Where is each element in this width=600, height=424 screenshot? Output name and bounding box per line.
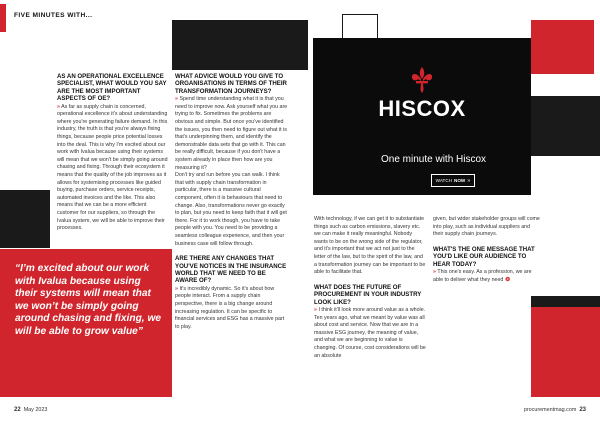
answer-paragraph: » Spend time understanding what it is that you need to improve now. Ask yourself what you are trying to fix. Sometimes the problems are obvious and simple. But once you've identified the issues, you then need to figure out what it is that's underpinning them, and identify the demonstrable data sets that go with it. This can be really difficult, because if you don't have a system already in place then how are you measuring it?	[175, 96, 288, 171]
article-column-1	[57, 73, 168, 233]
watch-now-button[interactable]	[431, 174, 475, 187]
paragraph-marker: »	[57, 103, 60, 110]
paragraph-marker: »	[175, 96, 178, 103]
answer-paragraph: » This one's easy. As a profession, we are able to deliver what they need ❂	[433, 269, 532, 283]
page-number-right: 23	[579, 407, 586, 413]
decor-block-top	[172, 20, 308, 70]
pull-quote-text: “I’m excited about our work with Ivalua because using their systems will mean that we won’t be simply going around chasing and fixing, we will be able to grow value”	[15, 263, 162, 337]
article-column-3	[314, 216, 426, 360]
question-heading: WHAT'S THE ONE MESSAGE THAT YOU'D LIKE OUR AUDIENCE TO HEAR TODAY?	[433, 245, 535, 268]
page-number-left: 22	[14, 407, 21, 413]
decor-red-block-bottom	[531, 307, 600, 397]
watch-label-bold: NOW	[454, 178, 466, 183]
answer-paragraph: » It's incredibly dynamic. So it's about how people interact. From a supply chain perspective, there is a big change around increasing regulation. It can be specific to financial services and ESG has a massive part to play.	[175, 285, 285, 330]
decor-block-left	[0, 190, 50, 248]
answer-paragraph: given, but wider stakeholder groups will come into play, such as individual suppliers and their supply chain journeys.	[433, 216, 540, 238]
answer-paragraph: With technology, if we can get it to substantiate things such as carbon emissions, slavery etc. we can make it really meaningful. Nobody wants to be on the wrong side of the regulator, and it's important that we act not just to the letter of the law, but to the spirit of the law, and a transformation journey can be important to be able to facilitate that.	[314, 216, 426, 276]
question-heading: AS AN OPERATIONAL EXCELLENCE SPECIALIST, WHAT WOULD YOU SAY ARE THE MOST IMPORTANT ASPECTS OF OE?	[57, 73, 167, 103]
paragraph-marker: »	[314, 306, 317, 313]
video-title: One minute with Hiscox	[381, 154, 487, 165]
question-heading: WHAT DOES THE FUTURE OF PROCUREMENT IN YOUR INDUSTRY LOOK LIKE?	[314, 283, 422, 306]
decor-dark-block-right	[531, 96, 600, 156]
double-chevron-icon: »	[467, 177, 471, 184]
end-mark-icon: ❂	[505, 276, 510, 283]
website-link[interactable]: procurementmag.com	[523, 407, 577, 413]
video-thumbnail[interactable]	[313, 38, 531, 195]
answer-paragraph: » As far as supply chain is concerned, operational excellence it's about understanding where you're generating failure demand. In this industry, the truth is that you're always fixing things, because people price potential losses into the deal. This is why I'm excited about our work with Ivalua because using their systems will mean that we won't be simply going around chasing and fixing. Through their ecosystem it means that the quality of the job improves as it allows for systemising processes like guided buying, purchase orders, service receipts, automated invoices and the like. This also means that we can be a more efficient customer for our suppliers, so through the Ivalua system, we will be able to improve their processes.	[57, 103, 168, 232]
decor-dark-block-bottom	[531, 296, 600, 307]
article-column-2	[175, 73, 289, 331]
answer-paragraph: » I think it'll look more around value as a whole. Ten years ago, what we meant by value was all about cost and service. Now that we are in a massive ESG journey, the meaning of value, and what we are beginning to value is changing. Of course, cost considerations will be an absolute	[314, 306, 426, 359]
question-heading: ARE THERE ANY CHANGES THAT YOU'VE NOTICES IN THE INSURANCE WORLD THAT WE NEED TO BE AWARE OF?	[175, 255, 287, 285]
decor-outline-frame	[342, 14, 378, 38]
pull-quote	[0, 249, 172, 397]
fleur-de-lis-icon	[410, 67, 434, 93]
brand-logo-text: HISCOX	[378, 96, 466, 121]
paragraph-marker: »	[175, 285, 178, 292]
decor-red-block-top	[531, 20, 594, 74]
footer-right	[524, 407, 586, 413]
issue-date: May 2023	[23, 407, 48, 413]
section-title: FIVE MINUTES WITH...	[14, 12, 93, 19]
answer-paragraph: Don't try and run before you can walk. I think that with supply chain transformation in particular, there is a massive cultural component, often it is behaviours that need to change. Also, transformations never go exactly to plan, but you need to keep faith that it will get there. For it to work though, you have to take people with you. You need to be providing a seamless colleague experience, and then your business case will follow through.	[175, 172, 287, 247]
header-accent-bar	[0, 4, 6, 32]
question-heading: WHAT ADVICE WOULD YOU GIVE TO ORGANISATIONS IN TERMS OF THEIR TRANSFORMATION JOURNEYS?	[175, 73, 287, 95]
paragraph-marker: »	[433, 269, 436, 275]
footer-left	[14, 407, 47, 413]
watch-label: WATCH	[435, 178, 453, 183]
article-column-4	[433, 216, 541, 284]
